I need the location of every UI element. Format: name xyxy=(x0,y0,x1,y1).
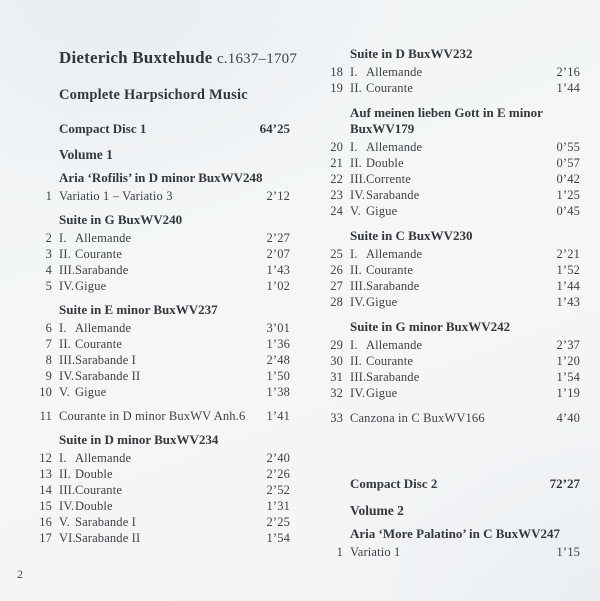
track-number: 21 xyxy=(330,156,343,170)
movement-numeral: III. xyxy=(59,353,76,367)
column-right xyxy=(325,46,580,560)
track-section xyxy=(325,319,580,401)
track-title: Allemande xyxy=(75,321,132,335)
disc1-label-row xyxy=(59,121,290,136)
track-title: Gigue xyxy=(75,385,107,399)
track-number: 20 xyxy=(330,140,343,154)
track-title: Courante xyxy=(366,263,414,277)
track-row xyxy=(325,80,580,96)
track-duration: 1’25 xyxy=(556,188,580,202)
section-heading: BuxWV179 xyxy=(350,121,415,136)
track-number: 16 xyxy=(39,515,52,529)
track-title: Allemande xyxy=(75,451,132,465)
track-number: 1 xyxy=(336,545,343,559)
track-row xyxy=(34,188,290,204)
movement-numeral: I. xyxy=(350,65,358,79)
track-title: Variatio 1 – Variatio 3 xyxy=(59,189,173,203)
track-row xyxy=(34,320,290,336)
track-number: 14 xyxy=(39,483,52,497)
track-duration: 1’54 xyxy=(556,370,580,384)
movement-numeral: IV. xyxy=(350,295,366,309)
disc2-label: Compact Disc 2 xyxy=(350,476,438,491)
track-duration: 1’20 xyxy=(556,354,580,368)
track-number: 10 xyxy=(39,385,52,399)
movement-numeral: VI. xyxy=(59,531,76,545)
track-section xyxy=(34,302,290,400)
section-heading: Aria ‘Rofilis’ in D minor BuxWV248 xyxy=(59,170,263,185)
movement-numeral: III. xyxy=(59,483,76,497)
track-row xyxy=(34,514,290,530)
track-row xyxy=(34,466,290,482)
track-duration: 1’41 xyxy=(266,409,290,423)
movement-numeral: II. xyxy=(350,81,362,95)
track-duration: 1’50 xyxy=(266,369,290,383)
track-title: Sarabande I xyxy=(75,515,136,529)
track-number: 5 xyxy=(45,279,52,293)
album-title: Complete Harpsichord Music xyxy=(59,87,248,103)
track-duration: 1’43 xyxy=(266,263,290,277)
track-title: Allemande xyxy=(366,247,423,261)
track-duration: 1’31 xyxy=(266,499,290,513)
track-title: Allemande xyxy=(366,140,423,154)
column-left xyxy=(34,48,298,546)
track-title: Courante xyxy=(75,483,123,497)
movement-numeral: I. xyxy=(350,247,358,261)
track-number: 23 xyxy=(330,188,343,202)
track-duration: 4’40 xyxy=(556,411,580,425)
disc2-duration: 72’27 xyxy=(549,476,580,491)
track-duration: 2’21 xyxy=(556,247,580,261)
disc1-tracklist-continued xyxy=(325,46,580,426)
movement-numeral: II. xyxy=(59,247,71,261)
track-duration: 2’52 xyxy=(266,483,290,497)
track-number: 9 xyxy=(45,369,52,383)
track-number: 22 xyxy=(330,172,343,186)
track-duration: 1’43 xyxy=(556,295,580,309)
disc2-label-row xyxy=(350,476,580,491)
track-duration: 1’52 xyxy=(556,263,580,277)
section-heading: Suite in C BuxWV230 xyxy=(350,228,473,243)
movement-numeral: I. xyxy=(350,338,358,352)
track-section xyxy=(325,228,580,310)
track-row xyxy=(325,171,580,187)
track-number: 7 xyxy=(45,337,52,351)
section-heading: Suite in G minor BuxWV242 xyxy=(350,319,511,334)
track-title: Courante in D minor BuxWV Anh.6 xyxy=(59,409,246,423)
track-duration: 0’45 xyxy=(556,204,580,218)
track-row xyxy=(34,262,290,278)
movement-numeral: III. xyxy=(350,279,367,293)
track-row xyxy=(325,369,580,385)
track-row xyxy=(34,368,290,384)
track-duration: 2’16 xyxy=(556,65,580,79)
movement-numeral: III. xyxy=(59,263,76,277)
disc1-duration: 64’25 xyxy=(259,121,290,136)
track-duration: 0’42 xyxy=(556,172,580,186)
track-title: Sarabande II xyxy=(75,369,141,383)
movement-numeral: IV. xyxy=(350,386,366,400)
track-section xyxy=(325,105,580,219)
track-number: 26 xyxy=(330,263,343,277)
track-number: 4 xyxy=(45,263,52,277)
track-number: 33 xyxy=(330,411,343,425)
track-duration: 1’15 xyxy=(556,545,580,559)
artist-dates: c.1637–1707 xyxy=(216,51,298,67)
track-duration: 2’12 xyxy=(266,189,290,203)
section-heading: Suite in D BuxWV232 xyxy=(350,46,473,61)
disc2-tracklist xyxy=(325,526,580,560)
track-duration: 2’25 xyxy=(266,515,290,529)
movement-numeral: II. xyxy=(59,337,71,351)
track-number: 1 xyxy=(45,189,52,203)
movement-numeral: II. xyxy=(350,263,362,277)
track-row xyxy=(34,336,290,352)
section-heading: Suite in E minor BuxWV237 xyxy=(59,302,218,317)
track-row xyxy=(34,450,290,466)
track-number: 31 xyxy=(330,370,343,384)
track-number: 30 xyxy=(330,354,343,368)
disc1-label: Compact Disc 1 xyxy=(59,121,147,136)
movement-numeral: IV. xyxy=(59,499,75,513)
track-title: Sarabande xyxy=(366,370,420,384)
track-number: 28 xyxy=(330,295,343,309)
track-row xyxy=(325,203,580,219)
track-title: Double xyxy=(75,499,113,513)
track-section xyxy=(325,410,580,426)
track-row xyxy=(325,139,580,155)
track-row xyxy=(325,64,580,80)
track-number: 6 xyxy=(45,321,52,335)
artist-title xyxy=(59,48,298,69)
track-title: Variatio 1 xyxy=(350,545,401,559)
track-duration: 1’19 xyxy=(556,386,580,400)
track-number: 12 xyxy=(39,451,52,465)
track-duration: 3’01 xyxy=(266,321,290,335)
track-duration: 2’40 xyxy=(266,451,290,465)
track-number: 8 xyxy=(45,353,52,367)
movement-numeral: IV. xyxy=(59,279,75,293)
track-duration: 1’02 xyxy=(266,279,290,293)
track-number: 11 xyxy=(39,409,52,423)
track-duration: 2’48 xyxy=(266,353,290,367)
track-row xyxy=(325,353,580,369)
movement-numeral: V. xyxy=(59,385,70,399)
movement-numeral: I. xyxy=(59,321,67,335)
track-row xyxy=(325,544,580,560)
track-title: Gigue xyxy=(366,386,398,400)
movement-numeral: V. xyxy=(350,204,361,218)
track-duration: 2’07 xyxy=(266,247,290,261)
track-duration: 0’57 xyxy=(556,156,580,170)
track-title: Double xyxy=(366,156,404,170)
movement-numeral: IV. xyxy=(59,369,75,383)
track-row xyxy=(34,384,290,400)
track-row xyxy=(34,230,290,246)
track-title: Courante xyxy=(75,337,123,351)
track-number: 18 xyxy=(330,65,343,79)
track-title: Canzona in C BuxWV166 xyxy=(350,411,485,425)
track-row xyxy=(325,385,580,401)
track-number: 13 xyxy=(39,467,52,481)
track-number: 24 xyxy=(330,204,343,218)
track-title: Double xyxy=(75,467,113,481)
track-duration: 2’26 xyxy=(266,467,290,481)
track-row xyxy=(34,246,290,262)
track-row xyxy=(325,155,580,171)
track-title: Allemande xyxy=(75,231,132,245)
section-heading: Auf meinen lieben Gott in E minor xyxy=(350,105,543,120)
track-section xyxy=(325,46,580,96)
track-number: 15 xyxy=(39,499,52,513)
track-duration: 1’36 xyxy=(266,337,290,351)
track-title: Gigue xyxy=(366,295,398,309)
track-title: Courante xyxy=(366,81,414,95)
movement-numeral: I. xyxy=(59,231,67,245)
track-duration: 1’44 xyxy=(556,81,580,95)
track-row xyxy=(34,482,290,498)
movement-numeral: II. xyxy=(59,467,71,481)
track-row xyxy=(325,410,580,426)
track-title: Corrente xyxy=(366,172,411,186)
track-row xyxy=(34,278,290,294)
track-section xyxy=(325,526,580,560)
section-heading: Suite in D minor BuxWV234 xyxy=(59,432,219,447)
track-number: 27 xyxy=(330,279,343,293)
track-number: 25 xyxy=(330,247,343,261)
track-title: Courante xyxy=(366,354,414,368)
track-title: Sarabande I xyxy=(75,353,136,367)
track-title: Allemande xyxy=(366,338,423,352)
movement-numeral: I. xyxy=(59,451,67,465)
movement-numeral: III. xyxy=(350,370,367,384)
section-heading: Suite in G BuxWV240 xyxy=(59,212,183,227)
track-duration: 2’27 xyxy=(266,231,290,245)
track-title: Gigue xyxy=(366,204,398,218)
section-heading: Aria ‘More Palatino’ in C BuxWV247 xyxy=(350,526,561,541)
movement-numeral: IV. xyxy=(350,188,366,202)
track-duration: 2’37 xyxy=(556,338,580,352)
artist-name: Dieterich Buxtehude xyxy=(59,48,213,67)
track-title: Sarabande II xyxy=(75,531,141,545)
track-title: Allemande xyxy=(366,65,423,79)
movement-numeral: II. xyxy=(350,354,362,368)
track-row xyxy=(325,294,580,310)
movement-numeral: V. xyxy=(59,515,70,529)
track-title: Sarabande xyxy=(75,263,129,277)
track-section xyxy=(34,432,290,546)
volume2-label: Volume 2 xyxy=(350,503,404,518)
track-duration: 0’55 xyxy=(556,140,580,154)
track-row xyxy=(34,408,290,424)
track-section xyxy=(34,408,290,424)
track-row xyxy=(325,262,580,278)
track-duration: 1’54 xyxy=(266,531,290,545)
track-section xyxy=(34,212,290,294)
track-row xyxy=(325,337,580,353)
track-number: 2 xyxy=(45,231,52,245)
track-title: Gigue xyxy=(75,279,107,293)
track-row xyxy=(325,278,580,294)
track-row xyxy=(325,246,580,262)
disc2-block xyxy=(325,476,580,560)
track-row xyxy=(325,187,580,203)
disc1-tracklist xyxy=(34,170,290,546)
track-row xyxy=(34,352,290,368)
track-section xyxy=(34,170,290,204)
track-title: Sarabande xyxy=(366,188,420,202)
track-title: Sarabande xyxy=(366,279,420,293)
volume1-label: Volume 1 xyxy=(59,147,113,162)
track-number: 19 xyxy=(330,81,343,95)
track-number: 32 xyxy=(330,386,343,400)
movement-numeral: I. xyxy=(350,140,358,154)
movement-numeral: III. xyxy=(350,172,367,186)
track-row xyxy=(34,498,290,514)
track-title: Courante xyxy=(75,247,123,261)
track-duration: 1’38 xyxy=(266,385,290,399)
track-number: 17 xyxy=(39,531,52,545)
track-number: 29 xyxy=(330,338,343,352)
track-duration: 1’44 xyxy=(556,279,580,293)
track-number: 3 xyxy=(45,247,52,261)
movement-numeral: II. xyxy=(350,156,362,170)
track-row xyxy=(34,530,290,546)
page-number: 2 xyxy=(17,567,23,581)
